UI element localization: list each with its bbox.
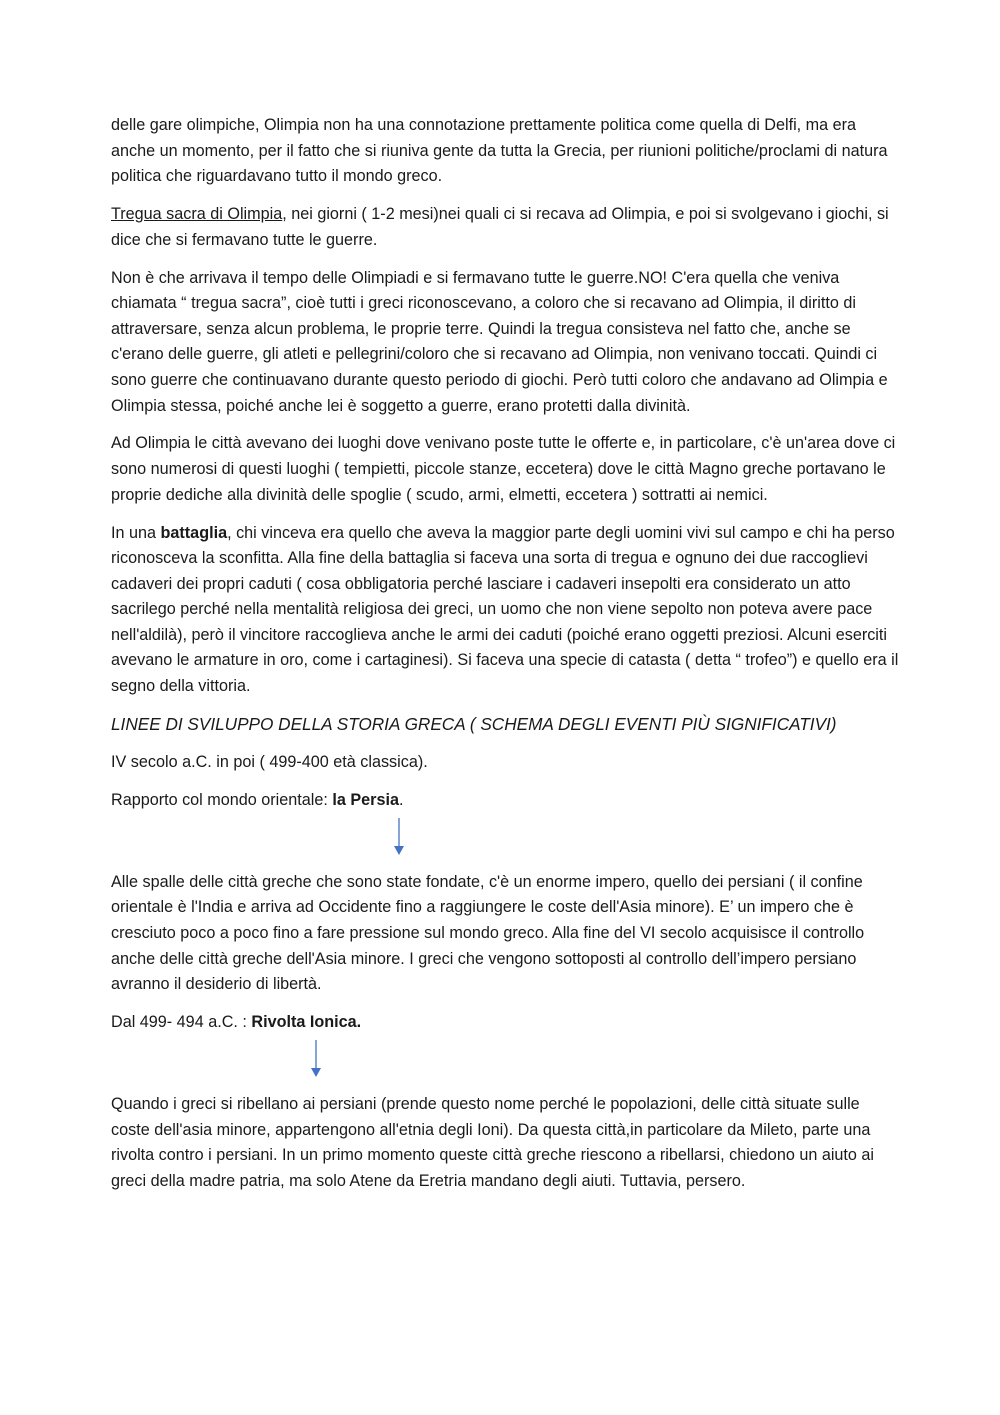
paragraph-text: , chi vinceva era quello che aveva la maggior parte degli uomini vivi sul campo e chi ha perso riconosceva la sconfitta. Alla fine della battaglia si faceva una sorta di tregua e ognuno dei due raccoglievi cadaveri dei propri caduti ( cosa obbligatoria perché lasciare i cadaveri insepolti era considerato un atto sacrilego perché nella mentalità religiosa dei greci, un uomo che non viene sepolto non poteva avere pace nell'aldilà), però il vincitore raccoglieva anche le armi dei caduti (poiché erano oggetti preziosi. Alcuni eserciti avevano le armature in oro, come i cartaginesi). Si faceva una specie di catasta ( detta “ trofeo”) e quello era il segno della vittoria. xyxy=(111,523,899,696)
arrow-down-icon xyxy=(310,1040,322,1078)
paragraph-text: Ad Olimpia le città avevano dei luoghi dove venivano poste tutte le offerte e, in particolare, c'è un'area dove ci sono numerosi di questi luoghi ( tempietti, piccole stanze, eccetera) dove le città Magno greche portavano le proprie dediche alla divinità delle spoglie ( scudo, armi, elmetti, eccetera ) sottratti ai nemici. xyxy=(111,434,896,504)
document-page xyxy=(111,113,901,1207)
bold-term: Rivolta Ionica. xyxy=(251,1013,362,1032)
paragraph-persia xyxy=(111,788,901,814)
paragraph-offerte xyxy=(111,431,901,508)
paragraph-rivolta-ionica xyxy=(111,1092,901,1194)
section-heading: LINEE DI SVILUPPO DELLA STORIA GRECA ( SCHEMA DEGLI EVENTI PIÙ SIGNIFICATIVI) xyxy=(111,713,837,734)
paragraph-text: . xyxy=(398,790,404,809)
paragraph-text: In una xyxy=(111,523,161,542)
bold-term: la Persia xyxy=(332,790,399,809)
paragraph-rivolta-date xyxy=(111,1010,901,1036)
paragraph-battaglia xyxy=(111,521,901,700)
arrow-down-icon xyxy=(393,818,405,856)
paragraph-impero-persiano xyxy=(111,870,901,998)
paragraph-text: , nei giorni ( 1-2 mesi)nei quali ci si recava ad Olimpia, e poi si svolgevano i giochi, si dice che si fermavano tutte le guerre. xyxy=(111,205,889,249)
paragraph-text: Alle spalle delle città greche che sono state fondate, c'è un enorme impero, quello dei persiani ( il confine orientale è l'India e arriva ad Occidente fino a raggiungere le coste dell'Asia minore). E’ un impero che è cresciuto poco a poco fino a fare pressione sul mondo greco. Alla fine del VI secolo acquisisce il controllo anche delle città greche dell'Asia minore. I greci che vengono sottoposti al controllo dell’impero persiano avranno il desiderio di libertà. xyxy=(111,872,865,994)
paragraph-tregua-sacra xyxy=(111,202,901,253)
paragraph-text: Dal 499- 494 a.C. : xyxy=(111,1013,252,1032)
arrow-row xyxy=(111,1040,901,1078)
paragraph-tregua-explained xyxy=(111,266,901,420)
paragraph-text: delle gare olimpiche, Olimpia non ha una connotazione prettamente politica come quella di Delfi, ma era anche un momento, per il fatto che si riuniva gente da tutta la Grecia, per riunioni politiche/proclami di natura politica che riguardavano tutto il mondo greco. xyxy=(111,116,888,186)
paragraph-olimpia-intro xyxy=(111,113,901,190)
bold-term: battaglia xyxy=(160,523,228,542)
arrow-row xyxy=(111,818,901,856)
underlined-term: Tregua sacra di Olimpia xyxy=(111,205,283,224)
paragraph-text: Quando i greci si ribellano ai persiani (prende questo nome perché le popolazioni, delle città situate sulle coste dell'asia minore, appartengono all'etnia degli Ioni). Da questa città,in particolare da Mileto, parte una rivolta contro i persiani. In un primo momento queste città greche riescono a ribellarsi, chiedono un aiuto ai greci della madre patria, ma solo Atene da Eretria mandano degli aiuti. Tuttavia, persero. xyxy=(111,1094,875,1190)
paragraph-secolo xyxy=(111,750,901,776)
paragraph-text: IV secolo a.C. in poi ( 499-400 età classica). xyxy=(111,753,428,772)
paragraph-text: Rapporto col mondo orientale: xyxy=(111,790,333,809)
paragraph-text: Non è che arrivava il tempo delle Olimpiadi e si fermavano tutte le guerre.NO! C'era quella che veniva chiamata “ tregua sacra”, cioè tutti i greci riconoscevano, a coloro che si recavano ad Olimpia, il diritto di attraversare, senza alcun problema, le proprie terre. Quindi la tregua consisteva nel fatto che, anche se c'erano delle guerre, gli atleti e pellegrini/coloro che si recavano ad Olimpia, non venivano toccati. Quindi ci sono guerre che continuavano durante questo periodo di giochi. Però tutti coloro che andavano ad Olimpia e Olimpia stessa, poiché anche lei è soggetto a guerre, erano protetti dalla divinità. xyxy=(111,268,888,415)
